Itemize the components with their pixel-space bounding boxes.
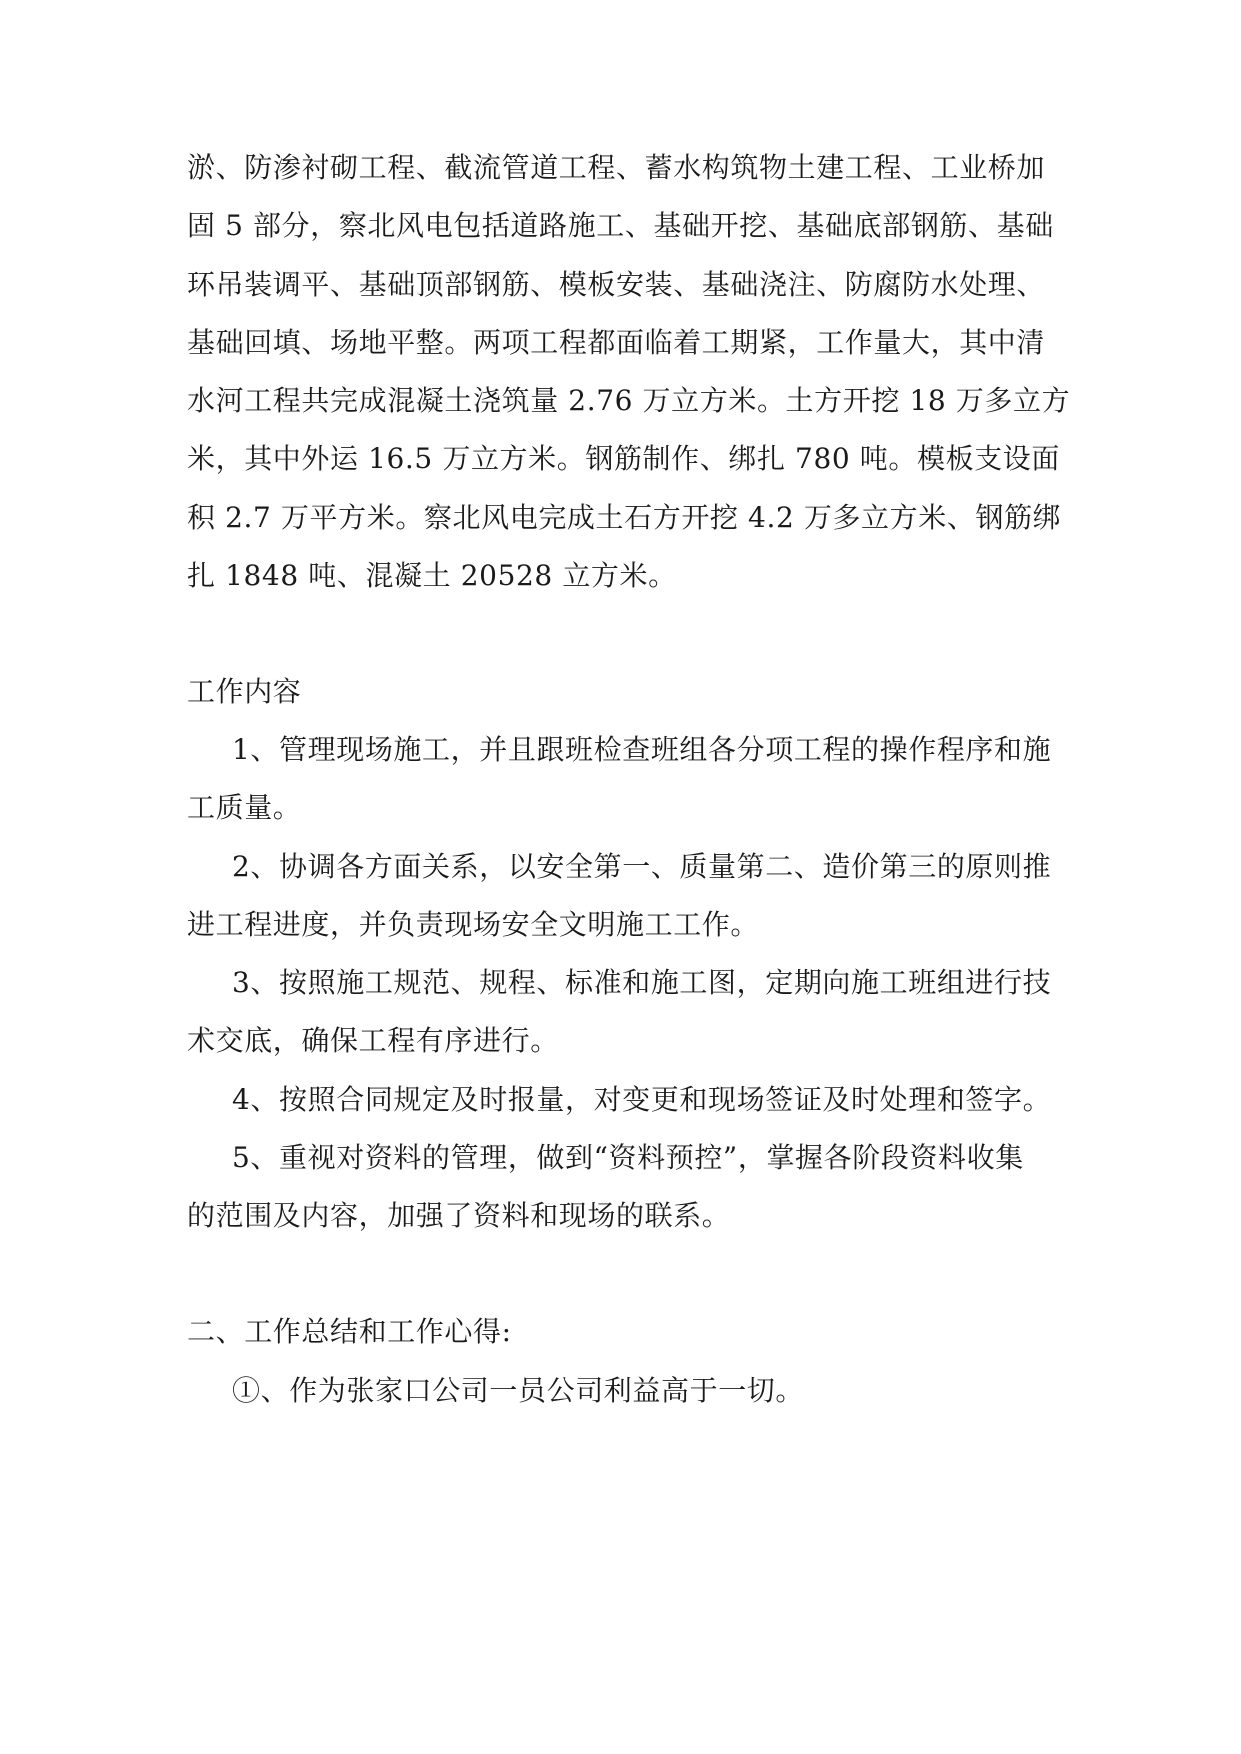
work-item-5-line-2: 的范围及内容，加强了资料和现场的联系。 [187,1199,731,1232]
intro-line-3: 环吊装调平、基础顶部钢筋、模板安装、基础浇注、防腐防水处理、 [187,268,1046,301]
intro-line-2: 固 5 部分，察北风电包括道路施工、基础开挖、基础底部钢筋、基础 [187,209,1054,242]
intro-line-4: 基础回填、场地平整。两项工程都面临着工期紧，工作量大，其中清 [187,326,1046,359]
work-item-1-line-1: 1、管理现场施工，并且跟班检查班组各分项工程的操作程序和施 [232,733,1052,766]
work-item-5-line-1: 5、重视对资料的管理，做到“资料预控”，掌握各阶段资料收集 [232,1141,1024,1174]
work-item-3-line-2: 术交底，确保工程有序进行。 [187,1024,559,1057]
work-item-1-line-2: 工质量。 [187,791,302,824]
work-item-2-line-2: 进工程进度，并负责现场安全文明施工工作。 [187,908,760,941]
intro-line-8: 扎 1848 吨、混凝土 20528 立方米。 [187,559,677,592]
work-item-4-line-1: 4、按照合同规定及时报量，对变更和现场签证及时处理和签字。 [232,1083,1052,1116]
work-content-heading: 工作内容 [187,675,302,708]
summary-point-1: ①、作为张家口公司一员公司利益高于一切。 [232,1374,805,1407]
work-item-2-line-1: 2、协调各方面关系，以安全第一、质量第二、造价第三的原则推 [232,850,1052,883]
intro-line-7: 积 2.7 万平方米。察北风电完成土石方开挖 4.2 万多立方米、钢筋绑 [187,501,1062,534]
intro-line-1: 淤、防渗衬砌工程、截流管道工程、蓄水构筑物土建工程、工业桥加 [187,151,1046,184]
summary-heading: 二、工作总结和工作心得: [187,1315,512,1348]
work-item-3-line-1: 3、按照施工规范、规程、标准和施工图，定期向施工班组进行技 [232,966,1052,999]
intro-line-5: 水河工程共完成混凝土浇筑量 2.76 万立方米。土方开挖 18 万多立方 [187,384,1071,417]
intro-line-6: 米，其中外运 16.5 万立方米。钢筋制作、绑扎 780 吨。模板支设面 [187,442,1060,475]
